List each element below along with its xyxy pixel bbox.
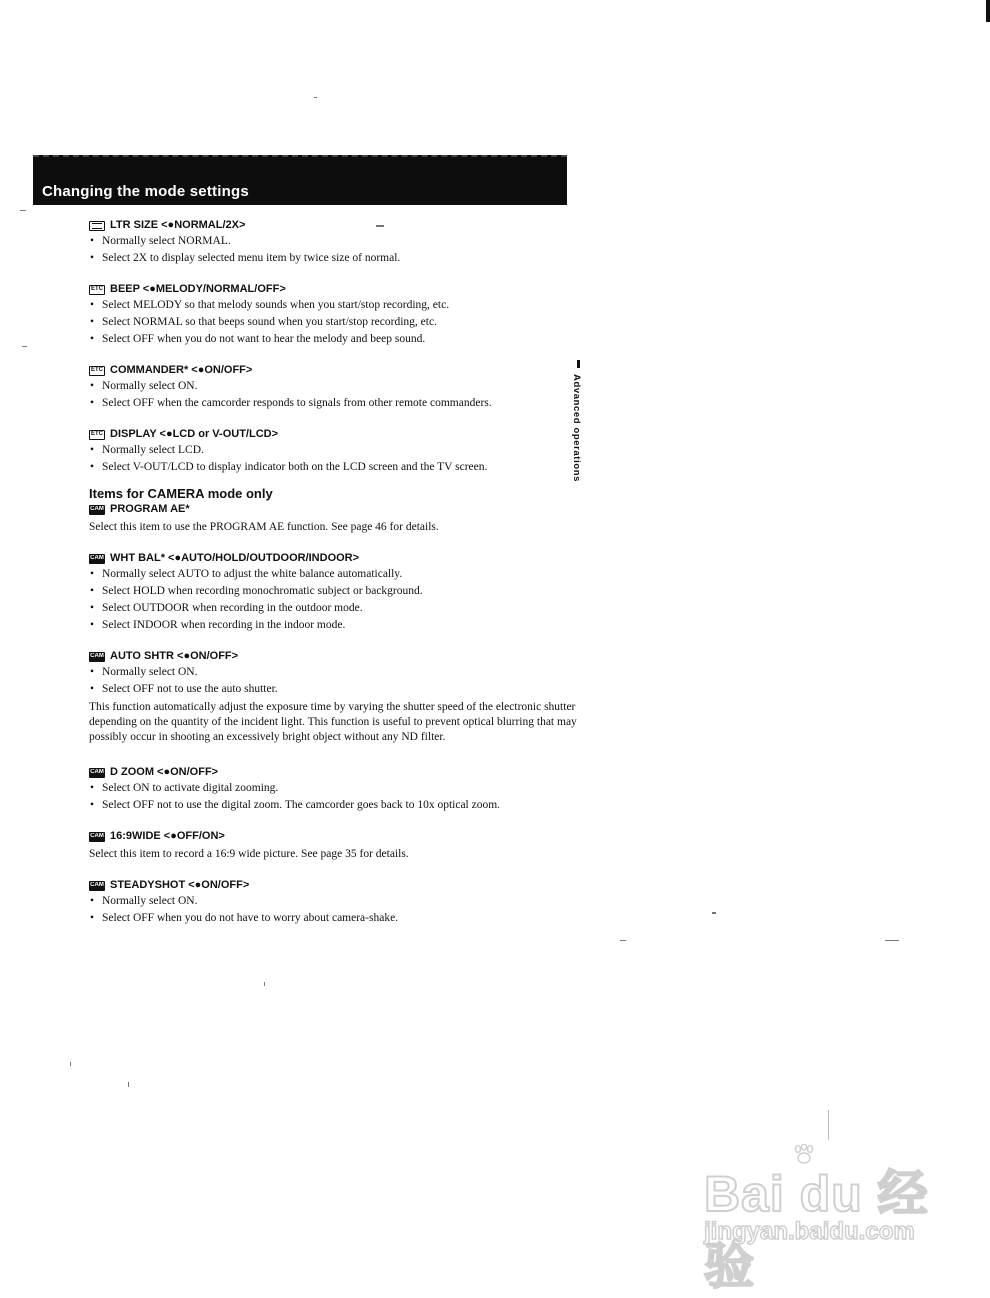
camera-icon: CAM: [89, 881, 105, 891]
lcd-screen-icon: [89, 221, 105, 231]
setting-display: [89, 427, 579, 476]
list-item: • Select OFF when you do not want to hear the melody and beep sound.: [89, 331, 579, 348]
list-item: • Normally select ON.: [89, 378, 579, 395]
scan-speck: [314, 97, 317, 98]
etc-menu-icon: ETC: [89, 285, 105, 295]
setting-heading: DISPLAY <●LCD or V-OUT/LCD>: [110, 428, 279, 440]
setting-description: This function automatically adjust the exposure time by varying the shutter speed of the electronic shutter depending on the quantity of the incident light. This function is useful to prevent optical blurring that may possibly occur in shooting an excessively bright object without any ND filter.: [89, 701, 577, 743]
setting-heading: 16:9WIDE <●OFF/ON>: [110, 830, 225, 842]
chapter-side-tab: [566, 360, 596, 495]
setting-heading: COMMANDER* <●ON/OFF>: [110, 364, 253, 376]
scan-speck: [128, 1082, 129, 1087]
setting-commander: [89, 363, 579, 412]
list-item: • Select OFF not to use the digital zoom. The camcorder goes back to 10x optical zoom.: [89, 797, 579, 814]
camera-set-icon: CAM: [89, 505, 105, 515]
bullet-list: [89, 780, 579, 814]
camera-group-title: Items for CAMERA mode only: [89, 486, 273, 501]
list-item: • Select OFF when the camcorder responds to signals from other remote commanders.: [89, 395, 579, 412]
bullet-list: [89, 233, 579, 267]
list-item: • Select ON to activate digital zooming.: [89, 780, 579, 797]
camera-set-icon: CAM: [89, 652, 105, 662]
list-item: • Normally select AUTO to adjust the white balance automatically.: [89, 566, 579, 583]
setting-wht-bal: [89, 551, 579, 634]
camera-icon: CAM: [89, 768, 105, 778]
list-item: • Normally select ON.: [89, 893, 579, 910]
bullet-list: [89, 664, 579, 698]
list-item: • Select OUTDOOR when recording in the outdoor mode.: [89, 600, 579, 617]
scan-speck: [264, 982, 265, 986]
setting-heading: STEADYSHOT <●ON/OFF>: [110, 879, 250, 891]
camera-icon: CAM: [89, 832, 105, 842]
scan-speck: [22, 346, 27, 347]
list-item: • Select HOLD when recording monochromatic subject or background.: [89, 583, 579, 600]
setting-d-zoom: [89, 765, 579, 814]
etc-menu-icon: ETC: [89, 366, 105, 376]
etc-menu-icon: ETC: [89, 430, 105, 440]
scan-speck: [828, 1110, 829, 1140]
watermark-url: jingyan.baidu.com: [704, 1218, 915, 1245]
scan-speck: [885, 940, 899, 941]
list-item: • Select OFF not to use the auto shutter.: [89, 681, 579, 698]
list-item: • Select INDOOR when recording in the indoor mode.: [89, 617, 579, 634]
scan-speck: [70, 1062, 71, 1066]
page-title: Changing the mode settings: [42, 183, 249, 200]
bullet-list: [89, 442, 579, 476]
setting-heading: BEEP <●MELODY/NORMAL/OFF>: [110, 283, 286, 295]
baidu-watermark: [700, 1140, 940, 1294]
scan-speck: [712, 912, 716, 914]
setting-auto-shtr: [89, 649, 579, 745]
list-item: • Select MELODY so that melody sounds when you start/stop recording, etc.: [89, 297, 579, 314]
chapter-label: Advanced operations: [571, 374, 582, 483]
watermark-logo: Bai du 经验: [704, 1166, 929, 1294]
setting-heading: WHT BAL* <●AUTO/HOLD/OUTDOOR/INDOOR>: [110, 552, 360, 564]
bullet-list: [89, 297, 579, 348]
setting-heading: D ZOOM <●ON/OFF>: [110, 766, 219, 778]
settings-list: [89, 218, 579, 942]
scan-speck: [376, 225, 384, 227]
setting-steadyshot: [89, 878, 579, 927]
scan-speck: [620, 940, 626, 941]
page-edge-mark: [986, 0, 990, 22]
setting-beep: [89, 282, 579, 348]
setting-heading: AUTO SHTR <●ON/OFF>: [110, 650, 239, 662]
list-item: • Normally select NORMAL.: [89, 233, 579, 250]
bullet-list: [89, 566, 579, 634]
list-item: • Normally select LCD.: [89, 442, 579, 459]
scan-speck: [20, 210, 26, 211]
setting-ltr-size: [89, 218, 579, 267]
list-item: • Select NORMAL so that beeps sound when you start/stop recording, etc.: [89, 314, 579, 331]
list-item: • Select V-OUT/LCD to display indicator both on the LCD screen and the TV screen.: [89, 459, 579, 476]
list-item: • Select 2X to display selected menu item by twice size of normal.: [89, 250, 579, 267]
setting-heading: PROGRAM AE*: [110, 503, 190, 515]
setting-program-ae: [89, 502, 579, 536]
bullet-list: [89, 893, 579, 927]
camera-set-icon: CAM: [89, 554, 105, 564]
setting-169wide: [89, 829, 579, 863]
list-item: • Normally select ON.: [89, 664, 579, 681]
list-item: • Select OFF when you do not have to worry about camera-shake.: [89, 910, 579, 927]
setting-heading: LTR SIZE <●NORMAL/2X>: [110, 219, 246, 231]
chapter-marker: [577, 360, 580, 368]
bullet-list: [89, 378, 579, 412]
setting-description: Select this item to record a 16:9 wide picture. See page 35 for details.: [89, 848, 409, 860]
setting-description: Select this item to use the PROGRAM AE function. See page 46 for details.: [89, 521, 439, 533]
section-header-bar: [33, 155, 567, 205]
